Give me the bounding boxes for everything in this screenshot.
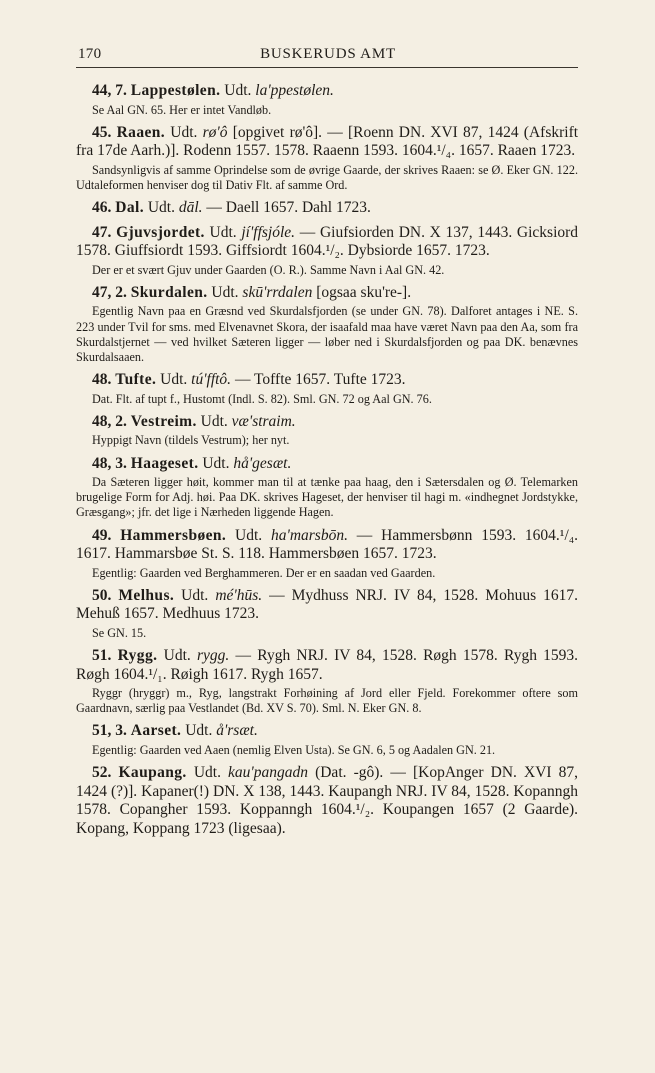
entry-pronunciation: jí'ffsjóle. bbox=[241, 223, 296, 241]
place-entry bbox=[76, 722, 578, 758]
entry-note-text: Se GN. 15. bbox=[92, 625, 147, 640]
entry-lead bbox=[76, 413, 578, 432]
entry-name: Aarset. bbox=[130, 722, 182, 740]
entry-pronunciation: la'ppestølen. bbox=[255, 82, 334, 99]
entry-forms: — Daell 1657. Dahl 1723. bbox=[206, 199, 371, 217]
entry-number: 48, 2. bbox=[92, 412, 127, 430]
place-entry bbox=[76, 587, 578, 641]
entry-udt: Udt. bbox=[185, 722, 213, 740]
entry-forms: — Hammersbønn 1593. 1604.¹/₄. 1617. Hammarsbøe St. S. 118. Hammersbøen 1657. 1723. bbox=[76, 526, 579, 563]
entry-lead bbox=[76, 284, 578, 303]
entry-note bbox=[76, 743, 578, 758]
entry-note-text: Egentlig: Gaarden ved Aaen (nemlig Elven Usta). Se GN. 6, 5 og Aadalen GN. 21. bbox=[92, 742, 496, 757]
entry-pronunciation: rø'ô bbox=[202, 123, 228, 141]
entry-lead bbox=[76, 82, 578, 101]
entry-number: 46. bbox=[92, 199, 112, 217]
entry-pronunciation: ha'marsbōn. bbox=[271, 526, 348, 544]
entry-pronunciation: væ'straim. bbox=[231, 412, 296, 430]
entry-number: 49. bbox=[92, 526, 112, 544]
entry-forms: — Rygh NRJ. IV 84, 1528. Røgh 1578. Rygh 1593. Røgh 1604.¹/₁. Røigh 1617. Rygh 1657. bbox=[76, 647, 579, 683]
entry-name: Melhus. bbox=[118, 586, 175, 604]
entry-note-text: Egentlig Navn paa en Græsnd ved Skurdalsfjorden (se under GN. 78). Dalforet antages i NE. S. 223 under Tvil for sms. med Elvenavnet Skora, der isaafald maa have været Navn paa den Aa, som fra Skurdalstjernet — ved hvilket Sæteren ligger — løber ned i Skurdalsfjorden og paa DK. benævnes Skurdalsaaen. bbox=[76, 304, 578, 364]
entry-udt: Udt. bbox=[181, 586, 209, 604]
entry-lead bbox=[76, 527, 578, 564]
place-entry bbox=[76, 647, 578, 716]
entry-pronunciation: rygg. bbox=[196, 647, 230, 665]
entry-pronunciation: mé'hūs. bbox=[215, 586, 263, 604]
entry-pronunciation: skū'rrdalen bbox=[242, 283, 313, 301]
entry-udt: Udt. bbox=[147, 199, 175, 217]
place-entry bbox=[76, 764, 578, 838]
entry-note bbox=[76, 566, 578, 581]
running-header bbox=[78, 44, 578, 68]
place-entry bbox=[76, 124, 578, 193]
entry-name: Lappestølen. bbox=[130, 82, 221, 99]
entry-note-text: Hyppigt Navn (tildels Vestrum); her nyt. bbox=[92, 433, 290, 448]
entry-udt: Udt. bbox=[163, 647, 191, 665]
entry-number: 47, 2. bbox=[92, 283, 127, 301]
entry-udt: Udt. bbox=[160, 371, 188, 389]
entry-note-text: Dat. Flt. af tupt f., Hustomt (Indl. S. 82). Sml. GN. 72 og Aal GN. 76. bbox=[92, 391, 432, 406]
entry-lead bbox=[76, 455, 578, 474]
entry-udt: Udt. bbox=[200, 412, 228, 430]
entry-lead bbox=[76, 224, 578, 261]
entry-note-text: Sandsynligvis af samme Oprindelse som de øvrige Gaarde, der skrives Raaen: se Ø. Eker GN. 122. Udtaleformen henviser dog til Dativ Flt. af samme Ord. bbox=[76, 162, 578, 192]
place-entry bbox=[76, 199, 578, 218]
entry-udt: Udt. bbox=[235, 526, 263, 544]
entry-note-text: Se Aal GN. 65. Her er intet Vandløb. bbox=[92, 102, 272, 117]
entry-pronunciation: tú'fftô. bbox=[191, 371, 232, 389]
entry-udt: Udt. bbox=[211, 283, 239, 301]
entry-udt: Udt. bbox=[202, 454, 230, 472]
entry-name: Gjuvsjordet. bbox=[116, 223, 205, 241]
entry-number: 50. bbox=[92, 586, 112, 604]
entry-list bbox=[76, 82, 578, 844]
entry-number: 51, 3. bbox=[92, 722, 127, 740]
entry-forms: — Giufsiorden DN. X 137, 1443. Gicksiord 1578. Giuffsiordt 1593. Giffsiordt 1604.¹/₂. Dybsiorde 1657. 1723. bbox=[76, 223, 579, 260]
entry-lead bbox=[76, 764, 578, 838]
entry-number: 52. bbox=[92, 764, 112, 782]
entry-note bbox=[76, 304, 578, 365]
entry-name: Rygg. bbox=[117, 647, 158, 665]
entry-note bbox=[76, 263, 578, 278]
entry-name: Haageset. bbox=[130, 454, 199, 472]
entry-forms: (Dat. -gô). — [KopAnger DN. XVI 87, 1424 (?)]. Kapaner(!) DN. X 138, 1443. Kaupangh NRJ. IV 84, 1528. Kopanngh 1578. Copangher 1593. Koppanngh 1604.¹/₂. Koupangen 1657 (2 Gaarde). Kopang, Koppang 1723 (ligesaa). bbox=[76, 764, 579, 837]
entry-note bbox=[76, 626, 578, 641]
header-rule bbox=[76, 67, 578, 68]
entry-note-text: Der er et svært Gjuv under Gaarden (O. R.). Samme Navn i Aal GN. 42. bbox=[92, 262, 445, 277]
entry-pronunciation: dāl. bbox=[178, 199, 203, 217]
entry-number: 44, 7. bbox=[92, 82, 127, 99]
entry-note-text: Da Sæteren ligger høit, kommer man til at tænke paa haag, den i Sætersdalen og Ø. Telemarken brugelige Form for Adj. høi. Paa DK. skrives Hageset, der henviser til hagi m. «indhegnet Jordstykke, Græsgang»; jfr. det lige i Nærheden liggende Hagen. bbox=[76, 475, 578, 520]
entry-number: 47. bbox=[92, 223, 112, 241]
entry-forms: — Mydhuss NRJ. IV 84, 1528. Mohuus 1617. Mehuß 1657. Medhuus 1723. bbox=[76, 586, 579, 623]
entry-number: 51. bbox=[92, 647, 112, 665]
entry-note bbox=[76, 163, 578, 193]
entry-lead bbox=[76, 587, 578, 624]
entry-lead bbox=[76, 199, 578, 218]
entry-number: 48, 3. bbox=[92, 454, 127, 472]
place-entry bbox=[76, 224, 578, 278]
running-title: BUSKERUDS AMT bbox=[260, 46, 396, 62]
entry-udt: Udt. bbox=[209, 223, 237, 241]
entry-name: Raaen. bbox=[116, 123, 166, 141]
entry-lead bbox=[76, 647, 578, 684]
entry-note-text: Ryggr (hryggr) m., Ryg, langstrakt Forhøining af Jord eller Fjeld. Forekommer oftere som Gaardnavn, særlig paa Vestlandet (Bd. XV S. 70). Sml. N. Eker GN. 8. bbox=[76, 686, 578, 716]
place-entry bbox=[76, 413, 578, 449]
place-entry bbox=[76, 82, 578, 118]
entry-pronunciation: å'rsæt. bbox=[216, 722, 258, 740]
entry-forms: — Toffte 1657. Tufte 1723. bbox=[234, 371, 406, 389]
place-entry bbox=[76, 371, 578, 407]
entry-name: Dal. bbox=[115, 199, 144, 217]
entry-lead bbox=[76, 124, 578, 161]
entry-forms: [opgivet rø'ô]. — [Roenn DN. XVI 87, 1424 (Afskrift fra 17de Aarh.)]. Rodenn 1557. 1578. Raaenn 1593. 1604.¹/₄. 1657. Raaen 1723. bbox=[76, 123, 579, 160]
entry-number: 45. bbox=[92, 123, 112, 141]
entry-note bbox=[76, 433, 578, 448]
place-entry bbox=[76, 284, 578, 365]
entry-name: Kaupang. bbox=[118, 764, 187, 782]
entry-name: Hammersbøen. bbox=[120, 526, 227, 544]
entry-pronunciation: hå'gesæt. bbox=[233, 454, 292, 472]
entry-lead bbox=[76, 722, 578, 741]
entry-note bbox=[76, 475, 578, 521]
entry-name: Tufte. bbox=[115, 371, 157, 389]
entry-note bbox=[76, 686, 578, 716]
entry-note-text: Egentlig: Gaarden ved Berghammeren. Der er en saadan ved Gaarden. bbox=[92, 565, 436, 580]
entry-name: Vestreim. bbox=[130, 412, 197, 430]
entry-forms: [ogsaa sku're-]. bbox=[316, 283, 412, 301]
entry-note bbox=[76, 103, 578, 118]
entry-udt: Udt. bbox=[170, 123, 198, 141]
entry-name: Skurdalen. bbox=[130, 283, 208, 301]
place-entry bbox=[76, 527, 578, 581]
entry-number: 48. bbox=[92, 371, 112, 389]
place-entry bbox=[76, 455, 578, 521]
entry-udt: Udt. bbox=[193, 764, 221, 782]
entry-note bbox=[76, 392, 578, 407]
entry-lead bbox=[76, 371, 578, 390]
entry-pronunciation: kau'pangadn bbox=[228, 764, 308, 782]
page-number: 170 bbox=[78, 46, 102, 62]
entry-udt: Udt. bbox=[224, 82, 252, 99]
